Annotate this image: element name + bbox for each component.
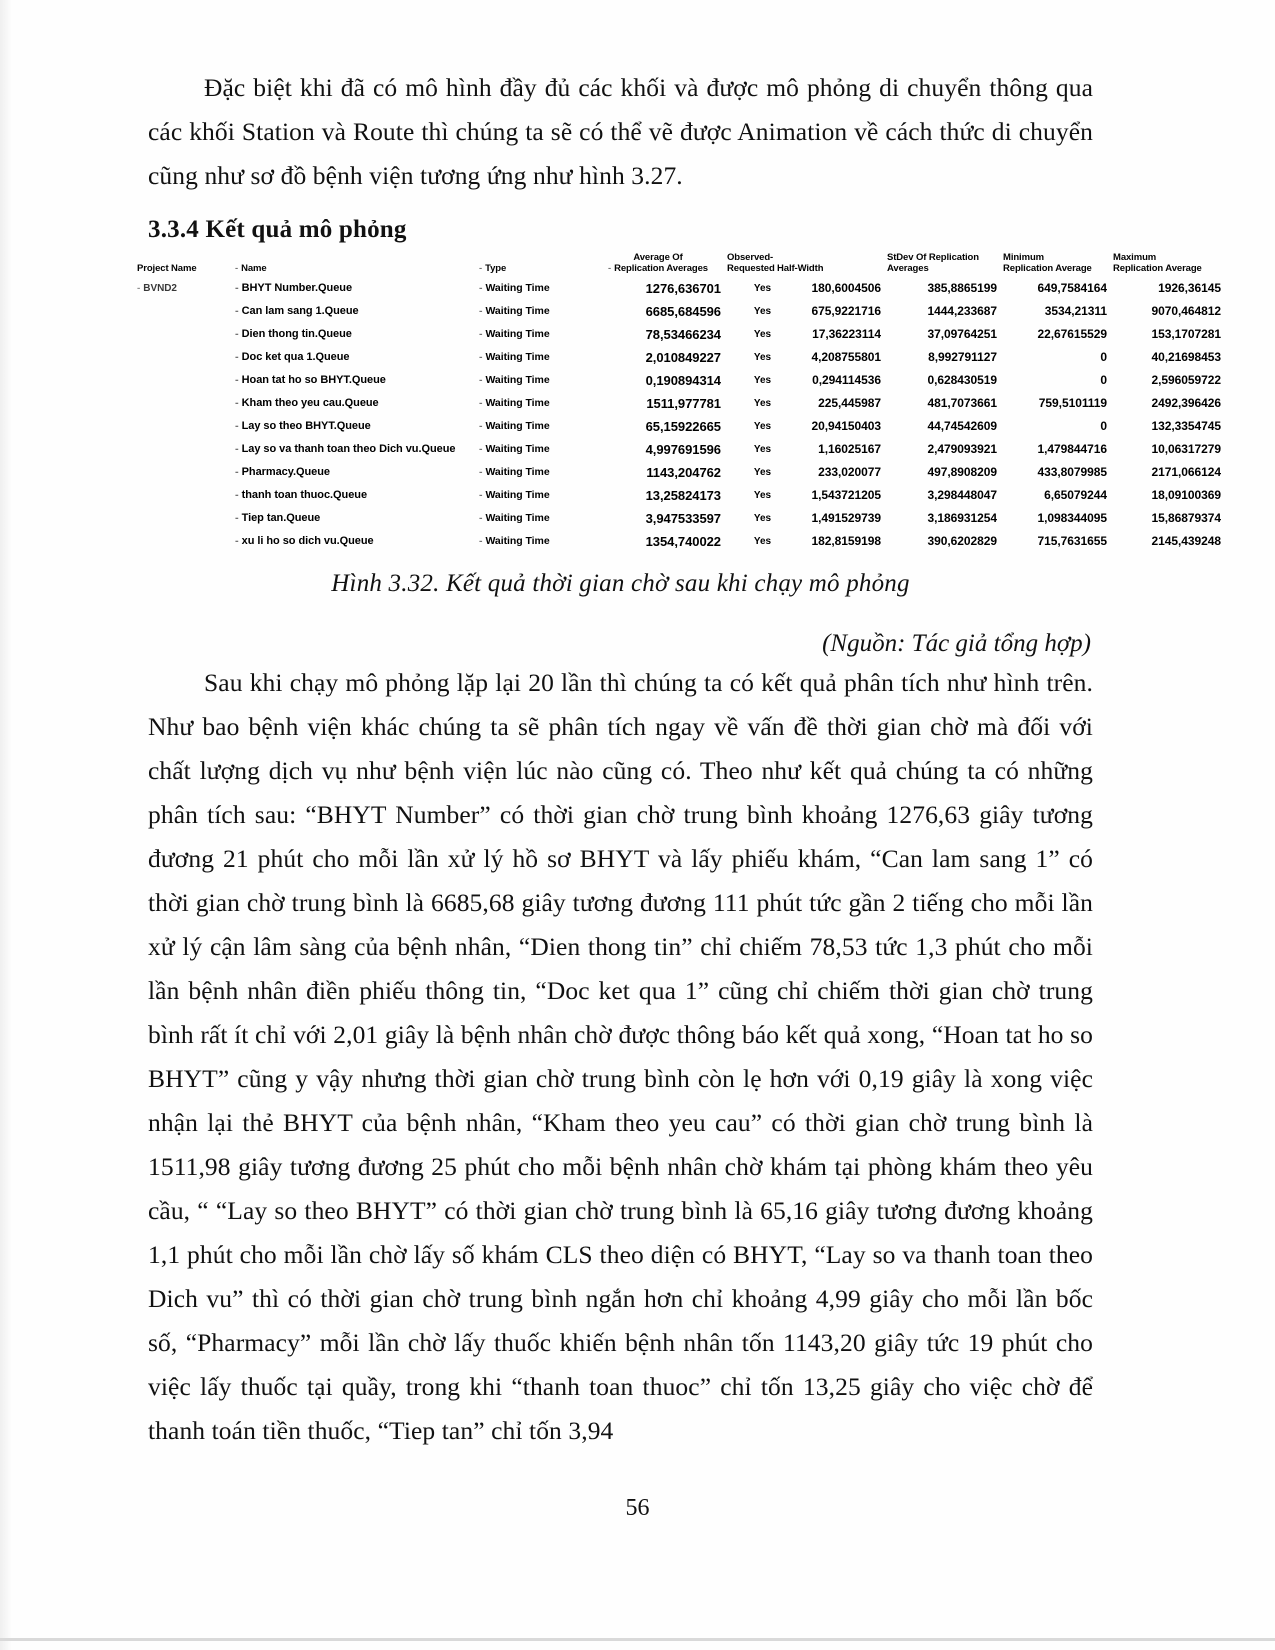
- cell-half-width: [774, 346, 884, 369]
- cell-maximum: [1110, 484, 1224, 507]
- cell-maximum: [1110, 300, 1224, 323]
- cell-minimum-text: 0: [1100, 350, 1107, 364]
- cell-name: [232, 300, 476, 323]
- cell-half-width-text: 1,543721205: [811, 488, 881, 502]
- cell-average-of-replication-averages-text: 3,947533597: [645, 511, 721, 526]
- header-maximum-replication-average: Maximum Replication Average: [1113, 252, 1202, 274]
- table-row: [134, 369, 1224, 392]
- row-dash-marker: -: [235, 512, 239, 524]
- row-dash-marker: -: [479, 328, 483, 340]
- cell-type-text: Waiting Time: [485, 351, 550, 363]
- table-row: [134, 277, 1224, 300]
- cell-minimum-text: 0: [1100, 373, 1107, 387]
- cell-average-of-replication-averages: [592, 484, 724, 507]
- row-dash-marker: -: [479, 535, 483, 547]
- row-dash-marker: -: [479, 466, 483, 478]
- cell-stdev-text: 37,09764251: [927, 327, 997, 341]
- cell-minimum-text: 1,098344095: [1037, 511, 1107, 525]
- cell-maximum-text: 15,86879374: [1151, 511, 1221, 525]
- cell-minimum: [1000, 346, 1110, 369]
- cell-maximum: [1110, 461, 1224, 484]
- cell-observed-requested: [724, 300, 774, 323]
- cell-project-name: [134, 461, 232, 484]
- cell-half-width-text: 17,36223114: [812, 327, 881, 341]
- cell-average-of-replication-averages-text: 78,53466234: [645, 327, 721, 342]
- cell-average-of-replication-averages: [592, 461, 724, 484]
- row-dash-marker: -: [479, 305, 483, 317]
- cell-maximum: [1110, 415, 1224, 438]
- table-header-row: [134, 252, 1224, 277]
- cell-average-of-replication-averages: [592, 415, 724, 438]
- cell-type-text: Waiting Time: [485, 489, 550, 501]
- cell-maximum: [1110, 507, 1224, 530]
- cell-observed-requested: [724, 484, 774, 507]
- row-dash-marker: -: [235, 489, 239, 501]
- cell-observed-requested: [724, 369, 774, 392]
- table-header: [134, 252, 1224, 277]
- cell-half-width-text: 0,294114536: [812, 373, 881, 387]
- cell-minimum: [1000, 484, 1110, 507]
- cell-half-width-text: 4,208755801: [811, 350, 881, 364]
- cell-name-text: Can lam sang 1.Queue: [241, 305, 359, 317]
- cell-observed-requested-text: Yes: [753, 444, 771, 455]
- header-minimum-replication-average: Minimum Replication Average: [1003, 252, 1092, 274]
- cell-name: [232, 461, 476, 484]
- header-type: - Type: [479, 263, 507, 274]
- cell-type: [476, 323, 592, 346]
- cell-type-text: Waiting Time: [485, 535, 550, 547]
- cell-name-text: thanh toan thuoc.Queue: [241, 489, 368, 501]
- cell-stdev: [884, 530, 1000, 553]
- cell-name: [232, 323, 476, 346]
- cell-project-name: [134, 484, 232, 507]
- cell-minimum: [1000, 507, 1110, 530]
- cell-average-of-replication-averages: [592, 300, 724, 323]
- cell-average-of-replication-averages-text: 1511,977781: [646, 396, 721, 411]
- page-bottom-rule: [0, 1638, 1275, 1641]
- cell-maximum: [1110, 369, 1224, 392]
- cell-average-of-replication-averages-text: 1276,636701: [645, 281, 721, 296]
- cell-name: [232, 507, 476, 530]
- cell-half-width-text: 182,8159198: [811, 534, 881, 548]
- cell-name-text: Tiep tan.Queue: [241, 512, 321, 524]
- cell-stdev-text: 0,628430519: [927, 373, 997, 387]
- cell-project-name: [134, 369, 232, 392]
- cell-minimum-text: 0: [1100, 419, 1107, 433]
- cell-observed-requested: [724, 507, 774, 530]
- row-dash-marker: -: [479, 489, 483, 501]
- cell-type-text: Waiting Time: [485, 443, 550, 455]
- row-dash-marker: -: [235, 328, 239, 340]
- cell-average-of-replication-averages-text: 4,997691596: [645, 442, 721, 457]
- cell-observed-requested-text: Yes: [753, 352, 771, 363]
- cell-maximum-text: 10,06317279: [1151, 442, 1221, 456]
- intro-paragraph: Đặc biệt khi đã có mô hình đầy đủ các khối và được mô phỏng di chuyển thông qua các khối Station và Route thì chúng ta sẽ có thể vẽ được Animation về cách thức di chuyển cũng như sơ đồ bệnh viện tương ứng như hình 3.27.: [148, 73, 1093, 190]
- cell-project-name: [134, 346, 232, 369]
- cell-name: [232, 392, 476, 415]
- table-row: [134, 530, 1224, 553]
- cell-type: [476, 530, 592, 553]
- table-row: [134, 392, 1224, 415]
- cell-project-name: [134, 277, 232, 300]
- cell-project-name-text: BVND2: [143, 283, 177, 294]
- cell-type-text: Waiting Time: [485, 282, 550, 294]
- cell-type: [476, 392, 592, 415]
- cell-type: [476, 300, 592, 323]
- cell-half-width: [774, 369, 884, 392]
- cell-average-of-replication-averages-text: 1143,204762: [646, 465, 721, 480]
- cell-maximum-text: 1926,36145: [1158, 281, 1221, 295]
- row-dash-marker: -: [479, 512, 483, 524]
- row-dash-marker: -: [235, 420, 239, 432]
- row-dash-marker: -: [235, 282, 239, 294]
- cell-project-name: [134, 323, 232, 346]
- row-dash-marker: -: [479, 282, 483, 294]
- cell-name: [232, 415, 476, 438]
- cell-type-text: Waiting Time: [485, 420, 550, 432]
- cell-stdev-text: 481,7073661: [927, 396, 997, 410]
- cell-half-width: [774, 438, 884, 461]
- cell-type-text: Waiting Time: [485, 374, 550, 386]
- cell-average-of-replication-averages-text: 2,010849227: [645, 350, 721, 365]
- cell-average-of-replication-averages-text: 65,15922665: [645, 419, 721, 434]
- cell-observed-requested: [724, 438, 774, 461]
- cell-type: [476, 507, 592, 530]
- cell-maximum-text: 2492,396426: [1151, 396, 1221, 410]
- cell-observed-requested-text: Yes: [753, 375, 771, 386]
- cell-maximum: [1110, 392, 1224, 415]
- cell-average-of-replication-averages-text: 6685,684596: [645, 304, 721, 319]
- cell-project-name: [134, 530, 232, 553]
- cell-name-text: Doc ket qua 1.Queue: [241, 351, 350, 363]
- cell-maximum-text: 132,3354745: [1151, 419, 1221, 433]
- cell-minimum: [1000, 323, 1110, 346]
- cell-maximum: [1110, 438, 1224, 461]
- cell-name-text: Dien thong tin.Queue: [241, 328, 352, 340]
- cell-stdev: [884, 392, 1000, 415]
- cell-maximum-text: 9070,464812: [1151, 304, 1221, 318]
- table-row: [134, 461, 1224, 484]
- table-row: [134, 438, 1224, 461]
- header-average-of-replication-averages: Average Of - Replication Averages: [608, 252, 708, 274]
- cell-observed-requested: [724, 392, 774, 415]
- cell-half-width: [774, 530, 884, 553]
- section-heading-3-3-4: 3.3.4 Kết quả mô phỏng: [148, 216, 407, 243]
- cell-maximum: [1110, 323, 1224, 346]
- cell-observed-requested-text: Yes: [753, 283, 771, 294]
- cell-name-text: Hoan tat ho so BHYT.Queue: [241, 374, 386, 386]
- table-row: [134, 346, 1224, 369]
- cell-stdev: [884, 415, 1000, 438]
- cell-name-text: Kham theo yeu cau.Queue: [241, 397, 379, 409]
- cell-minimum: [1000, 415, 1110, 438]
- header-stdev-of-replication-averages: StDev Of Replication Averages: [887, 252, 979, 274]
- cell-maximum: [1110, 277, 1224, 300]
- cell-maximum: [1110, 346, 1224, 369]
- cell-average-of-replication-averages: [592, 369, 724, 392]
- cell-minimum: [1000, 530, 1110, 553]
- cell-name-text: BHYT Number.Queue: [241, 282, 353, 294]
- cell-type-text: Waiting Time: [485, 328, 550, 340]
- cell-maximum-text: 18,09100369: [1151, 488, 1221, 502]
- cell-half-width: [774, 323, 884, 346]
- cell-stdev-text: 3,298448047: [927, 488, 997, 502]
- cell-half-width: [774, 277, 884, 300]
- cell-average-of-replication-averages: [592, 346, 724, 369]
- cell-stdev-text: 390,6202829: [927, 534, 997, 548]
- cell-half-width: [774, 415, 884, 438]
- cell-observed-requested: [724, 346, 774, 369]
- cell-minimum: [1000, 300, 1110, 323]
- cell-stdev: [884, 300, 1000, 323]
- cell-half-width-text: 225,445987: [818, 396, 881, 410]
- cell-stdev-text: 44,74542609: [927, 419, 997, 433]
- cell-stdev-text: 385,8865199: [927, 281, 997, 295]
- row-dash-marker: -: [235, 397, 239, 409]
- cell-stdev: [884, 277, 1000, 300]
- cell-type: [476, 461, 592, 484]
- scan-edge-shadow: [0, 0, 12, 1650]
- cell-minimum-text: 433,8079985: [1037, 465, 1107, 479]
- cell-type: [476, 484, 592, 507]
- cell-minimum: [1000, 392, 1110, 415]
- cell-average-of-replication-averages: [592, 507, 724, 530]
- cell-maximum-text: 2145,439248: [1151, 534, 1221, 548]
- cell-half-width-text: 675,9221716: [811, 304, 881, 318]
- cell-type-text: Waiting Time: [485, 512, 550, 524]
- cell-half-width: [774, 392, 884, 415]
- cell-name: [232, 530, 476, 553]
- cell-observed-requested: [724, 323, 774, 346]
- cell-name-text: Lay so va thanh toan theo Dich vu.Queue: [241, 443, 456, 455]
- cell-minimum: [1000, 277, 1110, 300]
- cell-project-name: [134, 392, 232, 415]
- cell-project-name: [134, 300, 232, 323]
- figure-caption: Hình 3.32. Kết quả thời gian chờ sau khi chạy mô phỏng: [331, 570, 910, 597]
- cell-half-width-text: 20,94150403: [811, 419, 881, 433]
- cell-minimum-text: 6,65079244: [1044, 488, 1107, 502]
- cell-maximum: [1110, 530, 1224, 553]
- row-dash-marker: -: [235, 443, 239, 455]
- cell-stdev-text: 2,479093921: [927, 442, 997, 456]
- cell-average-of-replication-averages: [592, 438, 724, 461]
- row-dash-marker: -: [479, 351, 483, 363]
- cell-minimum-text: 1,479844716: [1037, 442, 1107, 456]
- table-row: [134, 323, 1224, 346]
- cell-observed-requested-text: Yes: [753, 306, 771, 317]
- cell-stdev: [884, 438, 1000, 461]
- header-observed-requested: Observed- Requested: [727, 252, 775, 274]
- cell-half-width: [774, 484, 884, 507]
- cell-name-text: xu li ho so dich vu.Queue: [241, 535, 374, 547]
- table-row: [134, 415, 1224, 438]
- table-row: [134, 484, 1224, 507]
- row-dash-marker: -: [235, 351, 239, 363]
- header-name: - Name: [235, 263, 267, 274]
- cell-name-text: Pharmacy.Queue: [241, 466, 330, 478]
- cell-name: [232, 438, 476, 461]
- cell-observed-requested-text: Yes: [753, 467, 771, 478]
- cell-half-width-text: 1,16025167: [818, 442, 881, 456]
- cell-minimum-text: 715,7631655: [1037, 534, 1107, 548]
- cell-minimum: [1000, 369, 1110, 392]
- cell-average-of-replication-averages-text: 0,190894314: [645, 373, 721, 388]
- cell-half-width-text: 1,491529739: [811, 511, 881, 525]
- cell-maximum-text: 2171,066124: [1151, 465, 1221, 479]
- cell-half-width: [774, 507, 884, 530]
- row-dash-marker: -: [479, 420, 483, 432]
- cell-minimum-text: 22,67615529: [1037, 327, 1107, 341]
- cell-name: [232, 369, 476, 392]
- cell-average-of-replication-averages: [592, 392, 724, 415]
- cell-maximum-text: 153,1707281: [1151, 327, 1221, 341]
- cell-maximum-text: 40,21698453: [1151, 350, 1221, 364]
- arena-results-table: [134, 252, 1224, 553]
- cell-type: [476, 415, 592, 438]
- row-dash-marker: -: [235, 305, 239, 317]
- cell-observed-requested-text: Yes: [753, 490, 771, 501]
- cell-observed-requested-text: Yes: [753, 398, 771, 409]
- cell-observed-requested-text: Yes: [753, 421, 771, 432]
- cell-minimum: [1000, 438, 1110, 461]
- page-content: [137, 66, 1221, 1453]
- cell-type: [476, 277, 592, 300]
- figure-source: (Nguồn: Tác giả tổng hợp): [822, 630, 1091, 657]
- cell-name: [232, 346, 476, 369]
- cell-stdev: [884, 346, 1000, 369]
- cell-observed-requested: [724, 530, 774, 553]
- cell-average-of-replication-averages: [592, 277, 724, 300]
- cell-name-text: Lay so theo BHYT.Queue: [241, 420, 371, 432]
- cell-type-text: Waiting Time: [485, 466, 550, 478]
- row-dash-marker: -: [235, 466, 239, 478]
- cell-minimum: [1000, 461, 1110, 484]
- cell-project-name: [134, 415, 232, 438]
- cell-stdev: [884, 484, 1000, 507]
- row-dash-marker: -: [479, 397, 483, 409]
- cell-observed-requested-text: Yes: [753, 536, 771, 547]
- cell-stdev-text: 3,186931254: [927, 511, 997, 525]
- row-dash-marker: -: [137, 283, 141, 294]
- cell-observed-requested: [724, 461, 774, 484]
- cell-type: [476, 346, 592, 369]
- cell-minimum-text: 3534,21311: [1044, 304, 1107, 318]
- row-dash-marker: -: [235, 535, 239, 547]
- cell-observed-requested: [724, 415, 774, 438]
- cell-average-of-replication-averages-text: 13,25824173: [645, 488, 721, 503]
- cell-half-width: [774, 300, 884, 323]
- row-dash-marker: -: [479, 374, 483, 386]
- row-dash-marker: -: [479, 443, 483, 455]
- table-body: [134, 277, 1224, 553]
- cell-name: [232, 484, 476, 507]
- cell-average-of-replication-averages: [592, 323, 724, 346]
- row-dash-marker: -: [235, 374, 239, 386]
- table-row: [134, 300, 1224, 323]
- cell-type-text: Waiting Time: [485, 397, 550, 409]
- cell-project-name: [134, 507, 232, 530]
- cell-type-text: Waiting Time: [485, 305, 550, 317]
- cell-minimum-text: 649,7584164: [1037, 281, 1107, 295]
- analysis-paragraph: Sau khi chạy mô phỏng lặp lại 20 lần thì chúng ta có kết quả phân tích như hình trên. Như bao bệnh viện khác chúng ta sẽ phân tích ngay về vấn đề thời gian chờ mà đối với chất lượng dịch vụ như bệnh viện lúc nào cũng có. Theo như kết quả chúng ta có những phân tích sau: “BHYT Number” có thời gian chờ trung bình khoảng 1276,63 giây tương đương 21 phút cho mỗi lần xử lý hồ sơ BHYT và lấy phiếu khám, “Can lam sang 1” có thời gian chờ trung bình là 6685,68 giây tương đương 111 phút tức gần 2 tiếng cho mỗi lần xử lý cận lâm sàng của bệnh nhân, “Dien thong tin” chỉ chiếm 78,53 tức 1,3 phút cho mỗi lần bệnh nhân điền phiếu thông tin, “Doc ket qua 1” cũng chỉ chiếm thời gian chờ trung bình rất ít chỉ với 2,01 giây là bệnh nhân chờ được thông báo kết quả xong, “Hoan tat ho so BHYT” cũng y vậy nhưng thời gian chờ trung bình còn lẹ hơn với 0,19 giây là xong việc nhận lại thẻ BHYT của bệnh nhân, “Kham theo yeu cau” có thời gian chờ trung bình là 1511,98 giây tương đương 25 phút cho mỗi bệnh nhân chờ khám tại phòng khám theo yêu cầu, “ “Lay so theo BHYT” có thời gian chờ trung bình là 65,16 giây tương đương khoảng 1,1 phút cho mỗi lần chờ lấy số khám CLS theo diện có BHYT, “Lay so va thanh toan theo Dich vu” thì có thời gian chờ trung bình ngắn hơn chỉ khoảng 4,99 giây cho mỗi lần bốc số, “Pharmacy” mỗi lần chờ lấy thuốc khiến bệnh nhân tốn 1143,20 giây tức 19 phút cho việc lấy thuốc tại quầy, trong khi “thanh toan thuoc” chỉ tốn 13,25 giây cho việc chờ để thanh toán tiền thuốc, “Tiep tan” chỉ tốn 3,94: [148, 668, 1093, 1445]
- cell-stdev: [884, 461, 1000, 484]
- simulation-results-figure: [134, 252, 1221, 553]
- cell-half-width: [774, 461, 884, 484]
- cell-observed-requested-text: Yes: [753, 513, 771, 524]
- cell-stdev-text: 8,992791127: [928, 350, 997, 364]
- page-number: 56: [625, 1495, 650, 1521]
- cell-average-of-replication-averages-text: 1354,740022: [645, 534, 721, 549]
- cell-average-of-replication-averages: [592, 530, 724, 553]
- cell-project-name: [134, 438, 232, 461]
- cell-observed-requested-text: Yes: [753, 329, 771, 340]
- cell-stdev: [884, 323, 1000, 346]
- header-half-width: Half-Width: [777, 263, 824, 274]
- cell-maximum-text: 2,596059722: [1151, 373, 1221, 387]
- cell-stdev: [884, 507, 1000, 530]
- cell-observed-requested: [724, 277, 774, 300]
- cell-minimum-text: 759,5101119: [1038, 396, 1107, 410]
- cell-name: [232, 277, 476, 300]
- cell-stdev-text: 1444,233687: [927, 304, 997, 318]
- cell-stdev: [884, 369, 1000, 392]
- cell-stdev-text: 497,8908209: [927, 465, 997, 479]
- table-row: [134, 507, 1224, 530]
- cell-type: [476, 438, 592, 461]
- cell-half-width-text: 233,020077: [818, 465, 881, 479]
- header-project-name: Project Name: [137, 263, 197, 274]
- cell-type: [476, 369, 592, 392]
- cell-half-width-text: 180,6004506: [811, 281, 881, 295]
